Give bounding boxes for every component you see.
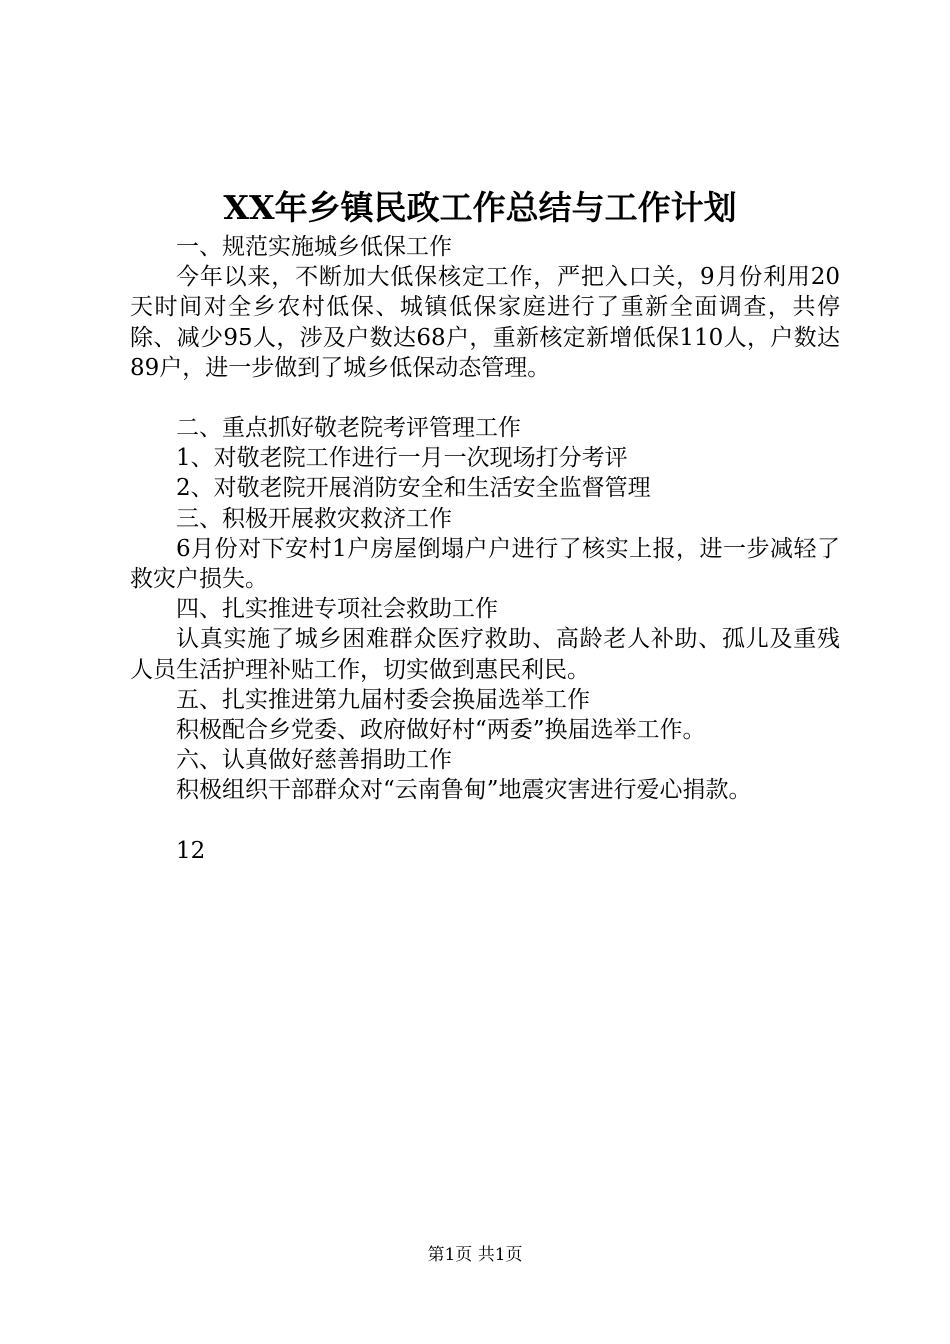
section-paragraph-1: 今年以来，不断加大低保核定工作，严把入口关，9月份利用20天时间对全乡农村低保、城镇低保家庭进行了重新全面调查，共停除、减少95人，涉及户数达68户，重新核定新增低保110人，户数达89户，进一步做到了城乡低保动态管理。 [130,264,840,381]
section-heading-5: 五、扎实推进第九届村委会换届选举工作 [176,686,590,713]
section-heading-6: 六、认真做好慈善捐助工作 [176,747,452,774]
document-title: XX年乡镇民政工作总结与工作计划 [223,188,737,227]
list-item-1: 1、对敬老院工作进行一月一次现场打分考评 [176,445,628,472]
page-footer: 第1页 共1页 [427,1245,523,1265]
trailing-number: 12 [176,837,206,864]
list-item-2: 2、对敬老院开展消防安全和生活安全监督管理 [176,475,651,502]
section-heading-4: 四、扎实推进专项社会救助工作 [176,596,498,623]
section-paragraph-5: 积极配合乡党委、政府做好村“两委”换届选举工作。 [176,717,706,744]
section-heading-3: 三、积极开展救灾救济工作 [176,505,452,532]
section-paragraph-6: 积极组织干部群众对“云南鲁甸”地震灾害进行爱心捐款。 [176,777,752,804]
section-paragraph-4: 认真实施了城乡困难群众医疗救助、高龄老人补助、孤儿及重残人员生活护理补贴工作，切实做到惠民利民。 [130,626,840,683]
paragraph-gap [130,383,840,413]
section-heading-1: 一、规范实施城乡低保工作 [176,234,452,260]
section-paragraph-3: 6月份对下安村1户房屋倒塌户户进行了核实上报，进一步减轻了救灾户损失。 [130,535,840,593]
document-body [130,232,840,866]
section-heading-2: 二、重点抓好敬老院考评管理工作 [176,415,521,442]
paragraph-gap [130,806,840,836]
